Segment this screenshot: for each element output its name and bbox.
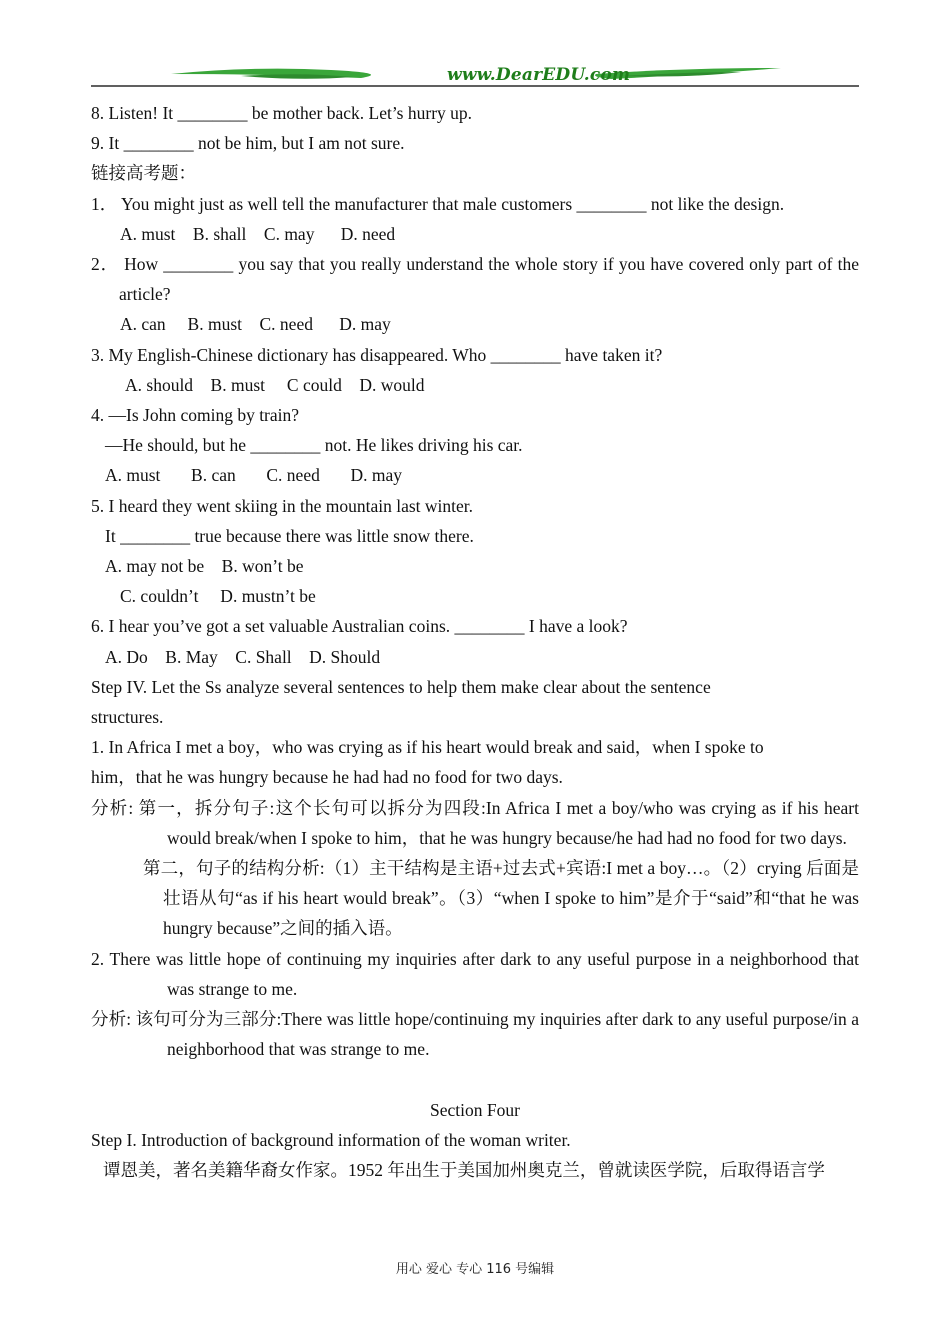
spacer — [91, 1065, 859, 1095]
writer-bio: 谭恩美，著名美籍华裔女作家。1952 年出生于美国加州奥克兰，曾就读医学院，后取得语言学 — [103, 1159, 825, 1180]
analysis-1: 分析: 第一，拆分句子:这个长句可以拆分为四段:In Africa I met a boy/who was crying as if his heart would break/when I spoke to him，that he was hungry because/he had had no food for two days. — [91, 797, 859, 848]
question-3: 3. My English-Chinese dictionary has disappeared. Who ________ have taken it? — [91, 344, 663, 365]
question-4-reply: —He should, but he ________ not. He likes driving his car. — [105, 435, 523, 456]
question-3-options: A. should B. must C could D. would — [125, 374, 425, 395]
question-1-options: A. must B. shall C. may D. need — [120, 223, 396, 244]
sentence-2: 2. There was little hope of continuing my inquiries after dark to any useful purpose in a neighborhood that was strange to me. — [91, 948, 859, 999]
step-1-heading: Step I. Introduction of background information of the woman writer. — [91, 1129, 571, 1150]
section-title: Section Four — [430, 1099, 520, 1120]
question-2-options: A. can B. must C. need D. may — [120, 314, 391, 335]
question-2: 2． How ________ you say that you really understand the whole story if you have covered only part of the article? — [91, 254, 859, 305]
sentence-1-cont: him，that he was hungry because he had had no food for two days. — [91, 767, 563, 788]
exercise-line-9: 9. It ________ not be him, but I am not sure. — [91, 133, 405, 154]
step-4-heading: Step IV. Let the Ss analyze several sentences to help them make clear about the sentence — [91, 676, 711, 697]
page-header — [91, 60, 859, 88]
question-1: 1． You might just as well tell the manufacturer that male customers ________ not like the design. — [91, 193, 785, 214]
question-5: 5. I heard they went skiing in the mountain last winter. — [91, 495, 474, 516]
question-5-options-a: A. may not be B. won’t be — [105, 556, 304, 577]
sentence-1: 1. In Africa I met a boy，who was crying as if his heart would break and said，when I spoke to — [91, 737, 764, 758]
question-6: 6. I hear you’ve got a set valuable Australian coins. ________ I have a look? — [91, 616, 628, 637]
analysis-2: 分析: 该句可分为三部分:There was little hope/continuing my inquiries after dark to any useful purpose/in a neighborhood that was strange to me. — [91, 1009, 859, 1060]
question-5-options-b: C. couldn’t D. mustn’t be — [120, 586, 316, 607]
document-body — [91, 98, 859, 1185]
question-4-options: A. must B. can C. need D. may — [105, 465, 402, 486]
page-footer: 用心 爱心 专心 116 号编辑 — [395, 1262, 555, 1277]
step-4-heading-cont: structures. — [91, 707, 164, 728]
question-4: 4. —Is John coming by train? — [91, 405, 300, 426]
question-6-options: A. Do B. May C. Shall D. Should — [105, 646, 381, 667]
header-brand-text: www.DearEDU.com — [447, 65, 631, 85]
question-5-continuation: It ________ true because there was little snow there. — [105, 525, 474, 546]
link-section-title: 链接高考题： — [91, 163, 196, 184]
analysis-1-second: 第二，句子的结构分析:（1）主干结构是主语+过去式+宾语:I met a boy…。（2）crying 后面是壮语从句“as if his heart would break”。（3）“when I spoke to him”是介于“said”和“that he was hungry because”之间的插入语。 — [143, 858, 859, 939]
exercise-line-8: 8. Listen! It ________ be mother back. Let’s hurry up. — [91, 103, 473, 123]
